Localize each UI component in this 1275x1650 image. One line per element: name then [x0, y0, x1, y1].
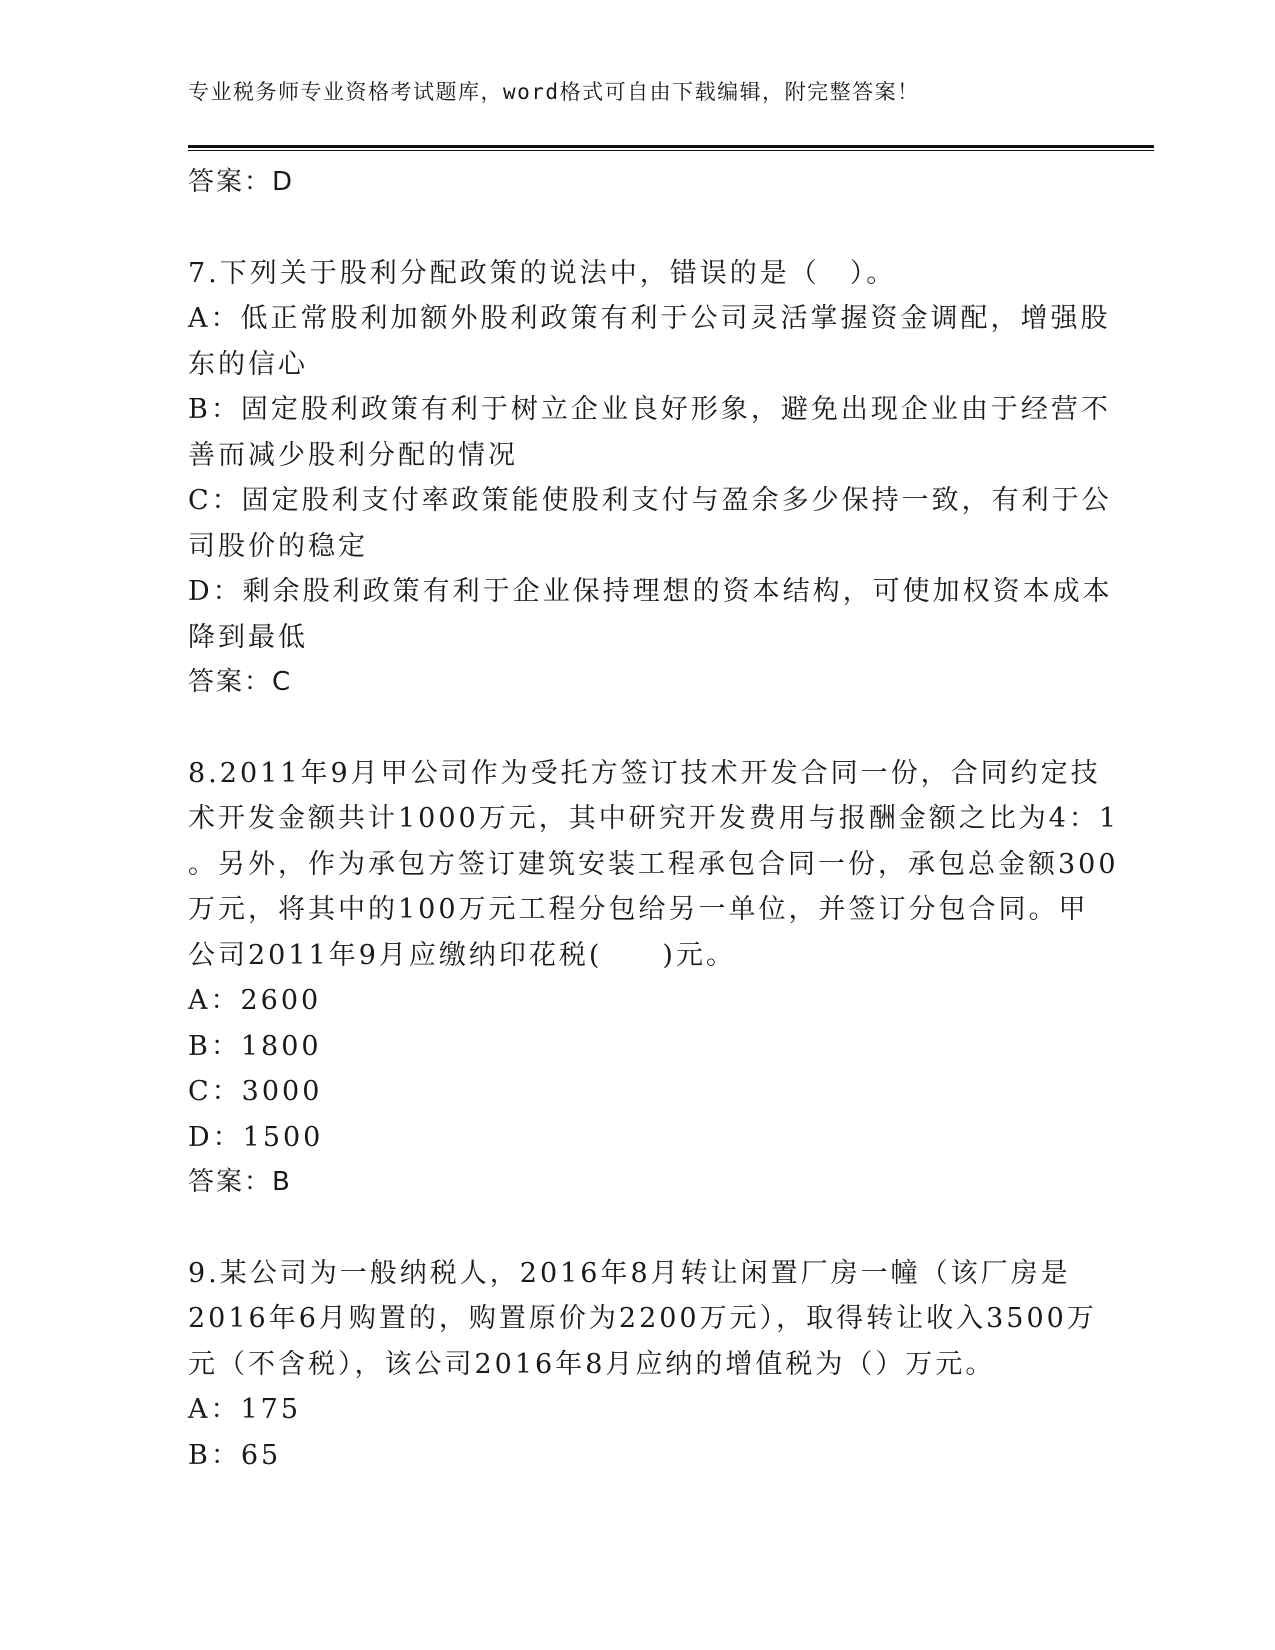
question-7-option-c: C：固定股利支付率政策能使股利支付与盈余多少保持一致，有利于公	[188, 485, 1112, 516]
question-7-option-a-cont: 东的信心	[188, 348, 308, 380]
question-8-option-a: A：2600	[188, 985, 322, 1016]
question-8-stem-cont: 公司2011年9月应缴纳印花税( )元。	[188, 939, 736, 971]
question-8-option-b: B：1800	[188, 1030, 322, 1062]
question-8	[188, 751, 1120, 1206]
question-9-stem: 9.某公司为一般纳税人，2016年8月转让闲置厂房一幢（该厂房是	[188, 1257, 1071, 1289]
document-body	[188, 160, 1120, 1478]
question-8-stem: 8.2011年9月甲公司作为受托方签订技术开发合同一份，合同约定技	[188, 757, 1101, 789]
question-7-stem: 7.下列关于股利分配政策的说法中，错误的是（ ）。	[188, 257, 897, 289]
question-8-stem-cont: 术开发金额共计1000万元，其中研究开发费用与报酬金额之比为4：1	[188, 803, 1120, 834]
header-rule	[188, 145, 1154, 148]
header-rule-thin	[188, 150, 1154, 151]
question-8-answer: 答案：B	[188, 1167, 292, 1197]
question-9-option-b: B：65	[188, 1439, 282, 1471]
question-9-option-a: A：175	[188, 1394, 302, 1425]
question-9-stem-cont: 2016年6月购置的，购置原价为2200万元），取得转让收入3500万	[188, 1303, 1097, 1334]
question-7-option-d: D：剩余股利政策有利于企业保持理想的资本结构，可使加权资本成本	[188, 576, 1113, 607]
question-9-stem-cont: 元（不含税），该公司2016年8月应纳的增值税为（）万元。	[188, 1348, 996, 1380]
question-7-answer: 答案：C	[188, 667, 293, 697]
question-7-option-d-cont: 降到最低	[188, 621, 308, 653]
question-7	[188, 251, 1113, 706]
page-header: 专业税务师专业资格考试题库，word格式可自由下载编辑，附完整答案！	[188, 80, 920, 104]
spacer	[188, 206, 1088, 251]
question-7-option-b: B：固定股利政策有利于树立企业良好形象，避免出现企业由于经营不	[188, 394, 1111, 425]
question-7-option-c-cont: 司股价的稳定	[188, 530, 368, 562]
question-8-option-d: D：1500	[188, 1121, 324, 1153]
question-8-option-c: C：3000	[188, 1076, 323, 1107]
question-8-stem-cont: 万元，将其中的100万元工程分包给另一单位，并签订分包合同。甲	[188, 894, 1089, 925]
question-8-stem-cont: 。另外，作为承包方签订建筑安装工程承包合同一份，承包总金额300	[188, 848, 1119, 880]
spacer	[188, 706, 1088, 751]
question-9	[188, 1251, 1097, 1479]
spacer	[188, 1206, 1088, 1251]
question-7-option-b-cont: 善而减少股利分配的情况	[188, 439, 518, 471]
answer-previous: 答案：D	[188, 167, 295, 197]
question-7-option-a: A：低正常股利加额外股利政策有利于公司灵活掌握资金调配，增强股	[188, 303, 1111, 334]
